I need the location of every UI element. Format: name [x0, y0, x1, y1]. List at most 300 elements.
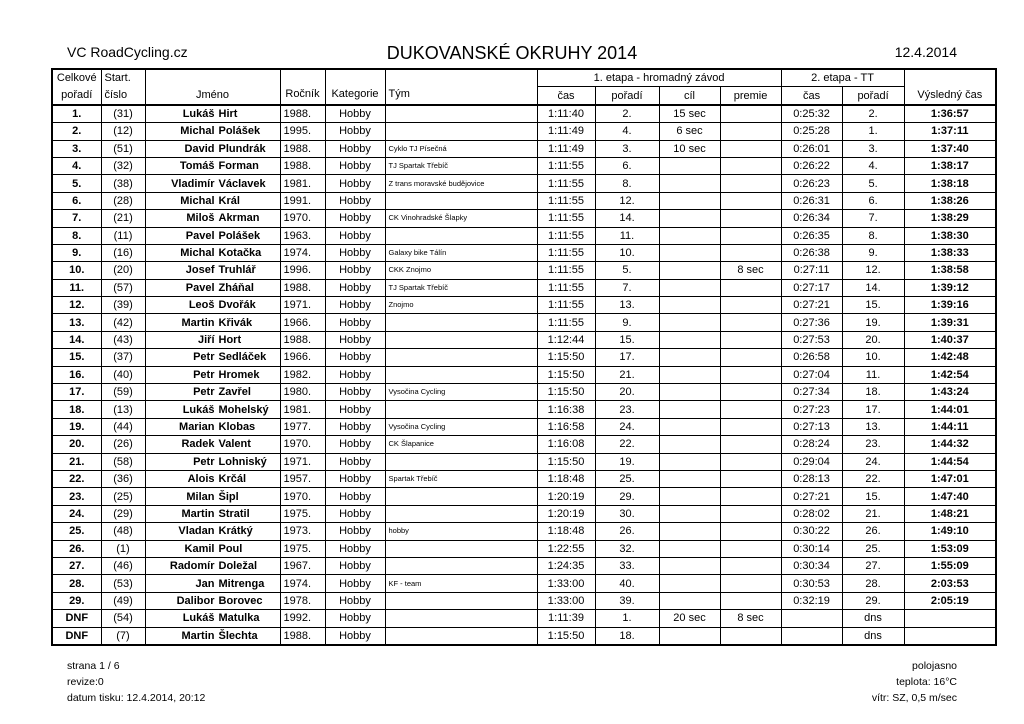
first-name: Jiří [197, 334, 215, 347]
category-cell: Hobby [325, 314, 385, 331]
name-cell [145, 349, 280, 366]
name-cell [145, 331, 280, 348]
name-cell [145, 123, 280, 140]
s2-rank-cell: 11. [842, 366, 904, 383]
last-name: Hirt [218, 107, 238, 120]
s1-time-cell: 1:15:50 [537, 384, 595, 401]
s1-rank-cell: 25. [595, 470, 659, 487]
category-cell: Hobby [325, 140, 385, 157]
first-name: Vladimír [171, 177, 215, 190]
position-cell: 23. [52, 488, 101, 505]
s2-rank-cell: 17. [842, 401, 904, 418]
s1-finish-cell [659, 418, 720, 435]
category-cell: Hobby [325, 279, 385, 296]
s1-finish-cell [659, 192, 720, 209]
s1-rank-cell: 17. [595, 349, 659, 366]
name-cell [145, 453, 280, 470]
year-cell: 1991. [280, 192, 325, 209]
last-name: Matulka [218, 612, 260, 625]
start-number-cell: (12) [101, 123, 145, 140]
s2-rank-cell: 23. [842, 436, 904, 453]
s1-premium-cell [720, 470, 781, 487]
name-cell [145, 366, 280, 383]
s2-time-cell: 0:28:02 [781, 505, 842, 522]
s1-rank-cell: 1. [595, 610, 659, 627]
s1-finish-cell [659, 557, 720, 574]
category-cell: Hobby [325, 175, 385, 192]
s2-time-cell: 0:26:34 [781, 210, 842, 227]
last-name: Václavek [218, 177, 266, 190]
s1-rank-cell: 24. [595, 418, 659, 435]
s1-time-cell: 1:18:48 [537, 523, 595, 540]
last-name: Borovec [218, 594, 263, 607]
s2-rank-cell: 15. [842, 297, 904, 314]
table-row [52, 366, 996, 383]
s1-rank-cell: 6. [595, 157, 659, 174]
name-cell [145, 436, 280, 453]
s2-time-cell: 0:27:34 [781, 384, 842, 401]
year-cell: 1977. [280, 418, 325, 435]
s2-time-cell: 0:30:22 [781, 523, 842, 540]
s1-premium-cell [720, 227, 781, 244]
name-cell [145, 227, 280, 244]
total-time-cell: 1:55:09 [904, 557, 996, 574]
s1-rank-cell: 26. [595, 523, 659, 540]
last-name: Forman [218, 160, 259, 173]
category-cell: Hobby [325, 592, 385, 609]
s2-time-cell: 0:30:14 [781, 540, 842, 557]
category-cell: Hobby [325, 244, 385, 261]
s1-time-cell: 1:15:50 [537, 627, 595, 645]
position-cell: 9. [52, 244, 101, 261]
s1-time-cell: 1:11:55 [537, 210, 595, 227]
category-cell: Hobby [325, 575, 385, 592]
s2-time-cell: 0:29:04 [781, 453, 842, 470]
category-cell: Hobby [325, 349, 385, 366]
first-name: Radek [181, 438, 215, 451]
position-cell: 4. [52, 157, 101, 174]
s2-time-cell: 0:26:01 [781, 140, 842, 157]
first-name: Martin [181, 316, 215, 329]
table-row [52, 262, 996, 279]
position-cell: 13. [52, 314, 101, 331]
s2-rank-cell: 28. [842, 575, 904, 592]
s1-rank-cell: 22. [595, 436, 659, 453]
year-cell: 1971. [280, 453, 325, 470]
category-cell: Hobby [325, 505, 385, 522]
team-cell [385, 488, 537, 505]
col-s1-time: čas [537, 87, 595, 105]
first-name: Lukáš [182, 612, 215, 625]
total-time-cell: 1:38:18 [904, 175, 996, 192]
start-number-cell: (28) [101, 192, 145, 209]
start-number-cell: (54) [101, 610, 145, 627]
total-time-cell: 1:44:54 [904, 453, 996, 470]
team-cell: Z trans moravské budějovice [385, 175, 537, 192]
first-name: Lukáš [182, 403, 215, 416]
s1-premium-cell: 8 sec [720, 262, 781, 279]
start-number-cell: (40) [101, 366, 145, 383]
s1-rank-cell: 9. [595, 314, 659, 331]
first-name: Alois [187, 473, 215, 486]
first-name: Jan [195, 577, 215, 590]
start-number-cell: (32) [101, 157, 145, 174]
total-time-cell: 2:03:53 [904, 575, 996, 592]
position-cell: 15. [52, 349, 101, 366]
s1-time-cell: 1:11:55 [537, 192, 595, 209]
s1-finish-cell [659, 262, 720, 279]
s2-time-cell: 0:27:21 [781, 297, 842, 314]
s1-rank-cell: 33. [595, 557, 659, 574]
year-cell: 1981. [280, 401, 325, 418]
s2-time-cell: 0:27:53 [781, 331, 842, 348]
s1-rank-cell: 32. [595, 540, 659, 557]
last-name: Šipl [218, 490, 239, 503]
s1-rank-cell: 4. [595, 123, 659, 140]
start-number-cell: (57) [101, 279, 145, 296]
s2-time-cell: 0:27:11 [781, 262, 842, 279]
col-category: Kategorie [325, 87, 385, 105]
start-number-cell: (31) [101, 105, 145, 123]
position-cell: 25. [52, 523, 101, 540]
s2-time-cell: 0:27:04 [781, 366, 842, 383]
last-name: Mitrenga [218, 577, 265, 590]
total-time-cell: 2:05:19 [904, 592, 996, 609]
start-number-cell: (51) [101, 140, 145, 157]
start-number-cell: (20) [101, 262, 145, 279]
last-name: Dvořák [218, 299, 256, 312]
position-cell: 28. [52, 575, 101, 592]
name-cell [145, 192, 280, 209]
s1-rank-cell: 29. [595, 488, 659, 505]
table-row [52, 418, 996, 435]
team-cell: CK Vinohradské Šlapky [385, 210, 537, 227]
s1-finish-cell [659, 523, 720, 540]
s1-premium-cell [720, 557, 781, 574]
last-name: Král [218, 194, 240, 207]
s1-finish-cell [659, 384, 720, 401]
table-row [52, 331, 996, 348]
last-name: Klobas [218, 421, 256, 433]
position-cell: 2. [52, 123, 101, 140]
s1-finish-cell [659, 227, 720, 244]
page-title: DUKOVANSKÉ OKRUHY 2014 [386, 43, 638, 63]
team-cell [385, 453, 537, 470]
col-s2-rank: pořadí [842, 87, 904, 105]
team-cell: hobby [385, 523, 537, 540]
position-cell: 11. [52, 279, 101, 296]
name-cell [145, 262, 280, 279]
position-cell: 18. [52, 401, 101, 418]
table-row [52, 557, 996, 574]
s2-rank-cell: 12. [842, 262, 904, 279]
table-row [52, 297, 996, 314]
total-time-cell: 1:39:16 [904, 297, 996, 314]
year-cell: 1978. [280, 592, 325, 609]
team-cell: Vysočina Cycling [385, 418, 537, 435]
start-number-cell: (29) [101, 505, 145, 522]
s1-time-cell: 1:18:48 [537, 470, 595, 487]
name-cell [145, 488, 280, 505]
position-cell: 22. [52, 470, 101, 487]
table-row [52, 314, 996, 331]
year-cell: 1971. [280, 297, 325, 314]
name-cell [145, 592, 280, 609]
start-number-cell: (36) [101, 470, 145, 487]
category-cell: Hobby [325, 453, 385, 470]
total-time-cell [904, 627, 996, 645]
year-cell: 1970. [280, 210, 325, 227]
category-cell: Hobby [325, 210, 385, 227]
first-name: Martin [181, 507, 215, 520]
s2-time-cell: 0:26:38 [781, 244, 842, 261]
name-cell [145, 610, 280, 627]
team-cell: Vysočina Cycling [385, 384, 537, 401]
s2-rank-cell: 7. [842, 210, 904, 227]
first-name: David [184, 142, 215, 155]
position-cell: 29. [52, 592, 101, 609]
col-start-top: Start. [101, 69, 145, 87]
name-cell [145, 540, 280, 557]
table-row [52, 627, 996, 645]
start-number-cell: (46) [101, 557, 145, 574]
col-s1-premium: premie [720, 87, 781, 105]
col-year-top [280, 69, 325, 87]
table-row [52, 244, 996, 261]
total-time-cell: 1:38:29 [904, 210, 996, 227]
last-name: Plundrák [218, 142, 266, 155]
start-number-cell: (37) [101, 349, 145, 366]
first-name: Vladan [178, 525, 215, 538]
position-cell: 21. [52, 453, 101, 470]
col-position-top: Celkové [52, 69, 101, 87]
s1-rank-cell: 39. [595, 592, 659, 609]
first-name: Michal [180, 247, 215, 260]
s2-time-cell [781, 627, 842, 645]
s2-time-cell: 0:26:58 [781, 349, 842, 366]
s1-time-cell: 1:20:19 [537, 505, 595, 522]
year-cell: 1988. [280, 331, 325, 348]
s1-premium-cell [720, 401, 781, 418]
table-row [52, 540, 996, 557]
team-cell [385, 105, 537, 123]
category-cell: Hobby [325, 540, 385, 557]
last-name: Akrman [218, 212, 260, 225]
s2-rank-cell: 29. [842, 592, 904, 609]
s1-finish-cell [659, 401, 720, 418]
name-cell [145, 297, 280, 314]
s1-finish-cell [659, 279, 720, 296]
s1-premium-cell: 8 sec [720, 610, 781, 627]
year-cell: 1966. [280, 314, 325, 331]
s2-time-cell: 0:27:13 [781, 418, 842, 435]
s2-rank-cell: 4. [842, 157, 904, 174]
s2-time-cell: 0:26:35 [781, 227, 842, 244]
first-name: Petr [193, 386, 215, 399]
table-row [52, 175, 996, 192]
s1-time-cell: 1:20:19 [537, 488, 595, 505]
table-row [52, 192, 996, 209]
start-number-cell: (16) [101, 244, 145, 261]
s1-finish-cell [659, 575, 720, 592]
s1-premium-cell [720, 210, 781, 227]
total-time-cell: 1:44:32 [904, 436, 996, 453]
s1-time-cell: 1:11:55 [537, 279, 595, 296]
category-cell: Hobby [325, 262, 385, 279]
last-name: Krčál [218, 473, 247, 486]
table-row [52, 105, 996, 123]
s1-rank-cell: 7. [595, 279, 659, 296]
s2-rank-cell: 14. [842, 279, 904, 296]
s1-rank-cell: 19. [595, 453, 659, 470]
team-cell: Cyklo TJ Písečná [385, 140, 537, 157]
category-cell: Hobby [325, 627, 385, 645]
first-name: Michal [180, 194, 215, 207]
s1-finish-cell [659, 314, 720, 331]
team-cell: Spartak Třebíč [385, 470, 537, 487]
year-cell: 1981. [280, 175, 325, 192]
s1-time-cell: 1:11:55 [537, 227, 595, 244]
category-cell: Hobby [325, 123, 385, 140]
category-cell: Hobby [325, 470, 385, 487]
s1-time-cell: 1:15:50 [537, 453, 595, 470]
team-cell [385, 314, 537, 331]
s1-finish-cell [659, 297, 720, 314]
s1-premium-cell [720, 418, 781, 435]
s1-premium-cell [720, 453, 781, 470]
s1-finish-cell [659, 592, 720, 609]
col-s2-time: čas [781, 87, 842, 105]
s1-time-cell: 1:11:49 [537, 140, 595, 157]
table-row [52, 384, 996, 401]
s1-rank-cell: 8. [595, 175, 659, 192]
year-cell: 1966. [280, 349, 325, 366]
s1-time-cell: 1:11:49 [537, 123, 595, 140]
position-cell: 10. [52, 262, 101, 279]
s1-finish-cell [659, 453, 720, 470]
s1-finish-cell [659, 488, 720, 505]
category-cell: Hobby [325, 418, 385, 435]
s1-finish-cell [659, 436, 720, 453]
position-cell: DNF [52, 627, 101, 645]
s2-rank-cell: 27. [842, 557, 904, 574]
name-cell [145, 557, 280, 574]
start-number-cell: (25) [101, 488, 145, 505]
team-cell: KF - team [385, 575, 537, 592]
s1-rank-cell: 23. [595, 401, 659, 418]
s1-rank-cell: 21. [595, 366, 659, 383]
col-stage1: 1. etapa - hromadný závod [537, 69, 781, 87]
table-row [52, 401, 996, 418]
s1-time-cell: 1:11:55 [537, 262, 595, 279]
year-cell: 1963. [280, 227, 325, 244]
total-time-cell: 1:48:21 [904, 505, 996, 522]
s2-rank-cell: 10. [842, 349, 904, 366]
category-cell: Hobby [325, 557, 385, 574]
table-row [52, 575, 996, 592]
s1-time-cell: 1:11:55 [537, 244, 595, 261]
s1-rank-cell: 15. [595, 331, 659, 348]
table-row [52, 505, 996, 522]
footer-right [872, 658, 957, 706]
col-team: Tým [385, 87, 537, 105]
total-time-cell: 1:38:33 [904, 244, 996, 261]
last-name: Valent [218, 438, 251, 451]
s2-rank-cell: dns [842, 627, 904, 645]
col-total-top [904, 69, 996, 87]
last-name: Lohniský [218, 455, 267, 468]
start-number-cell: (26) [101, 436, 145, 453]
wind: vítr: SZ, 0,5 m/sec [871, 692, 957, 704]
total-time-cell: 1:38:30 [904, 227, 996, 244]
table-row [52, 123, 996, 140]
total-time-cell: 1:44:01 [904, 401, 996, 418]
s1-finish-cell: 20 sec [659, 610, 720, 627]
s2-rank-cell: 2. [842, 105, 904, 123]
position-cell: 1. [52, 105, 101, 123]
team-cell [385, 610, 537, 627]
position-cell: 24. [52, 505, 101, 522]
name-cell [145, 105, 280, 123]
col-s1-finish: cíl [659, 87, 720, 105]
start-number-cell: (58) [101, 453, 145, 470]
position-cell: 26. [52, 540, 101, 557]
name-cell [145, 505, 280, 522]
team-cell [385, 123, 537, 140]
year-cell: 1982. [280, 366, 325, 383]
s1-premium-cell [720, 279, 781, 296]
last-name: Krátký [218, 525, 253, 538]
last-name: Stratil [218, 507, 250, 520]
s1-time-cell: 1:11:39 [537, 610, 595, 627]
first-name: Tomáš [179, 160, 215, 173]
start-number-cell: (48) [101, 523, 145, 540]
s2-rank-cell: dns [842, 610, 904, 627]
s1-premium-cell [720, 436, 781, 453]
table-row [52, 592, 996, 609]
start-number-cell: (7) [101, 627, 145, 645]
total-time-cell: 1:47:01 [904, 470, 996, 487]
s1-time-cell: 1:11:40 [537, 105, 595, 123]
table-row [52, 488, 996, 505]
team-cell [385, 627, 537, 645]
s2-rank-cell: 20. [842, 331, 904, 348]
s1-rank-cell: 10. [595, 244, 659, 261]
s1-rank-cell: 30. [595, 505, 659, 522]
category-cell: Hobby [325, 401, 385, 418]
header-site: VC RoadCycling.cz [67, 44, 188, 60]
position-cell: 7. [52, 210, 101, 227]
last-name: Hromek [218, 368, 260, 381]
s1-time-cell: 1:16:08 [537, 436, 595, 453]
position-cell: DNF [52, 610, 101, 627]
col-year: Ročník [280, 87, 325, 105]
team-cell: TJ Spartak Třebíč [385, 157, 537, 174]
category-cell: Hobby [325, 105, 385, 123]
s1-time-cell: 1:24:35 [537, 557, 595, 574]
table-row [52, 436, 996, 453]
category-cell: Hobby [325, 384, 385, 401]
total-time-cell: 1:37:11 [904, 123, 996, 140]
s2-time-cell: 0:28:13 [781, 470, 842, 487]
table-row [52, 227, 996, 244]
s1-time-cell: 1:11:55 [537, 297, 595, 314]
year-cell: 1988. [280, 157, 325, 174]
total-time-cell: 1:42:54 [904, 366, 996, 383]
position-cell: 5. [52, 175, 101, 192]
name-cell [145, 314, 280, 331]
page-number: strana 1 / 6 [67, 660, 120, 672]
